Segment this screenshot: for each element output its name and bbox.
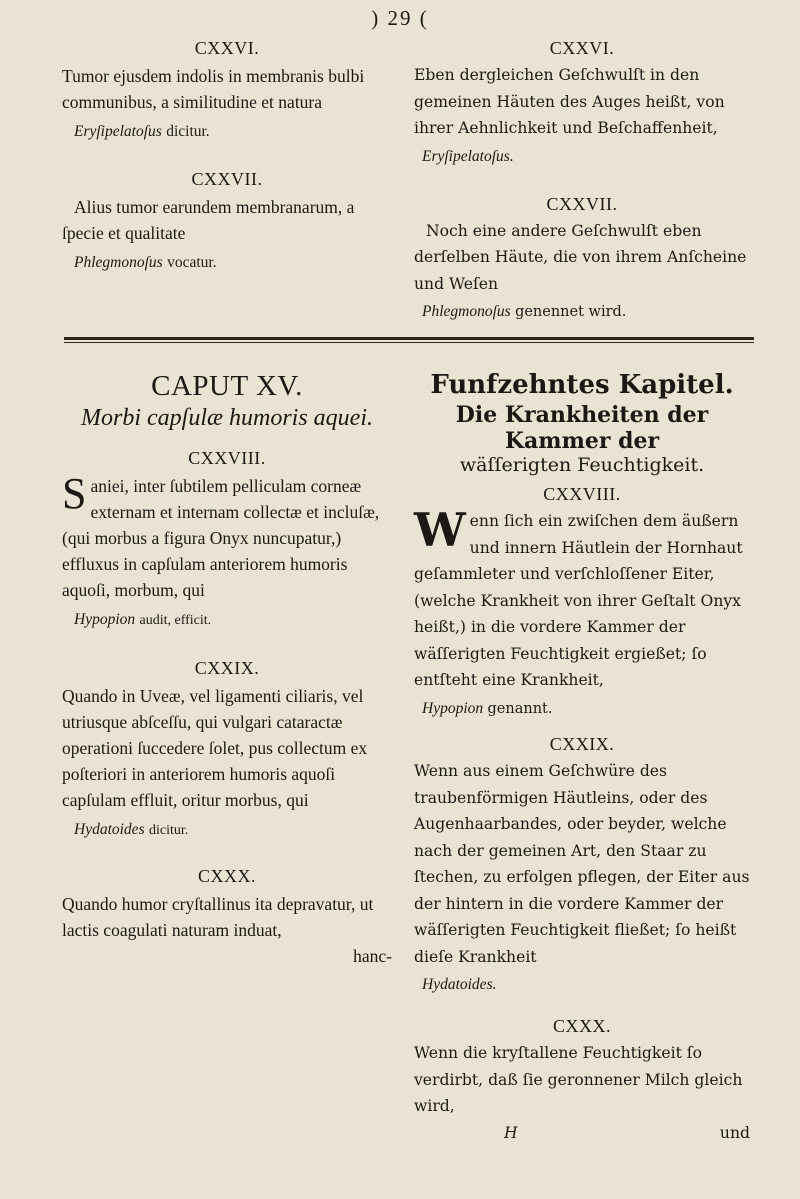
section-head-126-de: CXXVI.: [549, 38, 615, 58]
section-head-129-la: CXXIX.: [194, 658, 260, 678]
term-127-de: Phlegmonoſus: [422, 303, 511, 320]
initial-128-de: W: [414, 503, 466, 557]
section-text-128-de: Wenn ſich ein zwiſchen dem äußern und innern Häutlein der Hornhaut geſammleter und verſchloſſener Eiter, (welche Krankheit von ihrer Geſtalt Onyx heißt,) in die vordere Kammer der wäſſerigten Feuchtigkeit ergießet; ſo entſteht eine Krankheit,: [414, 503, 743, 689]
term-tail-126-la: dicitur.: [166, 123, 210, 140]
term-129-la: Hydatoides: [74, 821, 145, 838]
section-text-129-de: Wenn aus einem Geſchwüre des traubenförmigen Häutleins, oder des Augenhaarbandes, oder beyder, welche nach der gemeinen Art, den Staar zu ſtechen, zu erfolgen pflegen, der Eiter aus der hintern in die vordere Kammer der wäſſerigten Feuchtigkeit fließet; ſo heißt dieſe Krankheit: [414, 762, 750, 966]
term-line-128-la: [62, 605, 392, 634]
term-128-de: Hypopion: [422, 699, 484, 717]
chapter-subtitle2-de: wäſſerigten Feuchtigkeit.: [459, 454, 705, 476]
section-head-130-la: CXXX.: [197, 866, 256, 886]
section-head-128-de: CXXVIII.: [543, 484, 621, 504]
term-tail-129-la: dicitur.: [148, 823, 189, 838]
divider-rule-thick: [64, 337, 754, 340]
german-column: [414, 38, 750, 326]
term-tail-128-la: audit, efficit.: [139, 613, 212, 628]
german-chapter: [414, 370, 750, 1146]
section-text-127-la: Alius tumor earundem membranarum, a ſpecie et qualitate: [62, 197, 355, 243]
term-line-127-la: [62, 248, 392, 276]
term-line-129-la: [62, 815, 392, 844]
section-text-126-de: Eben dergleichen Geſchwulſt in den gemeinen Häuten des Auges heißt, von ihrer Aehnlichkeit und Beſchaffenheit,: [414, 66, 725, 137]
chapter-title-la: CAPUT XV.: [151, 370, 303, 402]
signature-mark: H: [504, 1123, 518, 1142]
term-line-129-de: [414, 970, 750, 998]
section-head-127-la: CXXVII.: [191, 169, 263, 189]
chapter-subtitle-la: Morbi capſulæ humoris aquei.: [81, 405, 373, 431]
latin-chapter: [62, 370, 392, 969]
term-line-127-de: [414, 297, 750, 326]
section-text-130-de: Wenn die kryſtallene Feuchtigkeit ſo verdirbt, daß ſie geronnener Milch gleich wird,: [414, 1044, 743, 1115]
section-text-127-de: Noch eine andere Geſchwulſt eben derſelben Häute, die von ihrem Anſcheine und Weſen: [414, 221, 747, 293]
term-tail-127-de: genennet wird.: [515, 304, 627, 320]
term-126-la: Eryſipelatoſus: [74, 123, 162, 140]
section-head-129-de: CXXIX.: [549, 734, 615, 754]
term-tail-127-la: vocatur.: [167, 254, 217, 271]
section-head-128-la: CXXVIII.: [188, 448, 266, 468]
section-head-127-de: CXXVII.: [546, 193, 618, 214]
term-128-la: Hypopion: [74, 611, 136, 628]
term-tail-128-de: genannt.: [487, 700, 553, 717]
section-text-130-la: Quando humor cryſtallinus ita depravatur, ut lactis coagulati naturam induat,: [62, 894, 374, 940]
section-text-129-la: Quando in Uveæ, vel ligamenti ciliaris, vel utriusque abſceſſu, qui vulgari cataractæ operationi ſuccedere ſolet, pus collectum ex poſteriori in anteriorem humoris aquoſi capſulam effluit, oritur morbus, qui: [62, 686, 368, 810]
section-text-126-la: Tumor ejusdem indolis in membranis bulbi communibus, a similitudine et natura: [62, 66, 365, 112]
term-126-de: Eryſipelatoſus.: [422, 147, 514, 165]
initial-128-la: S: [62, 469, 87, 518]
latin-column: [62, 38, 392, 276]
section-head-126-la: CXXVI.: [194, 38, 260, 58]
term-line-126-la: [62, 117, 392, 145]
catchword-right: und: [719, 1123, 750, 1142]
term-line-128-de: [414, 694, 750, 723]
footer-line-de: [414, 1120, 750, 1147]
term-127-la: Phlegmonoſus: [74, 254, 163, 271]
term-129-de: Hydatoides.: [422, 976, 497, 993]
chapter-title-de: Funfzehntes Kapitel.: [430, 370, 734, 400]
divider-rule-thin: [64, 342, 754, 343]
section-text-128-la: Saniei, inter ſubtilem pelliculam corneæ externam et internam collectæ et incluſæ, (qui morbus a figura Onyx nuncupatur,) effluxus in capſulam anteriorem humoris aquoſi, morbum, qui: [62, 469, 380, 600]
term-line-126-de: [414, 142, 750, 170]
section-head-130-de: CXXX.: [552, 1016, 611, 1036]
catchword-left: hanc-: [353, 946, 392, 966]
page-number: ) 29 (: [371, 6, 429, 30]
chapter-subtitle-de: Die Krankheiten der Kammer der: [455, 402, 709, 454]
